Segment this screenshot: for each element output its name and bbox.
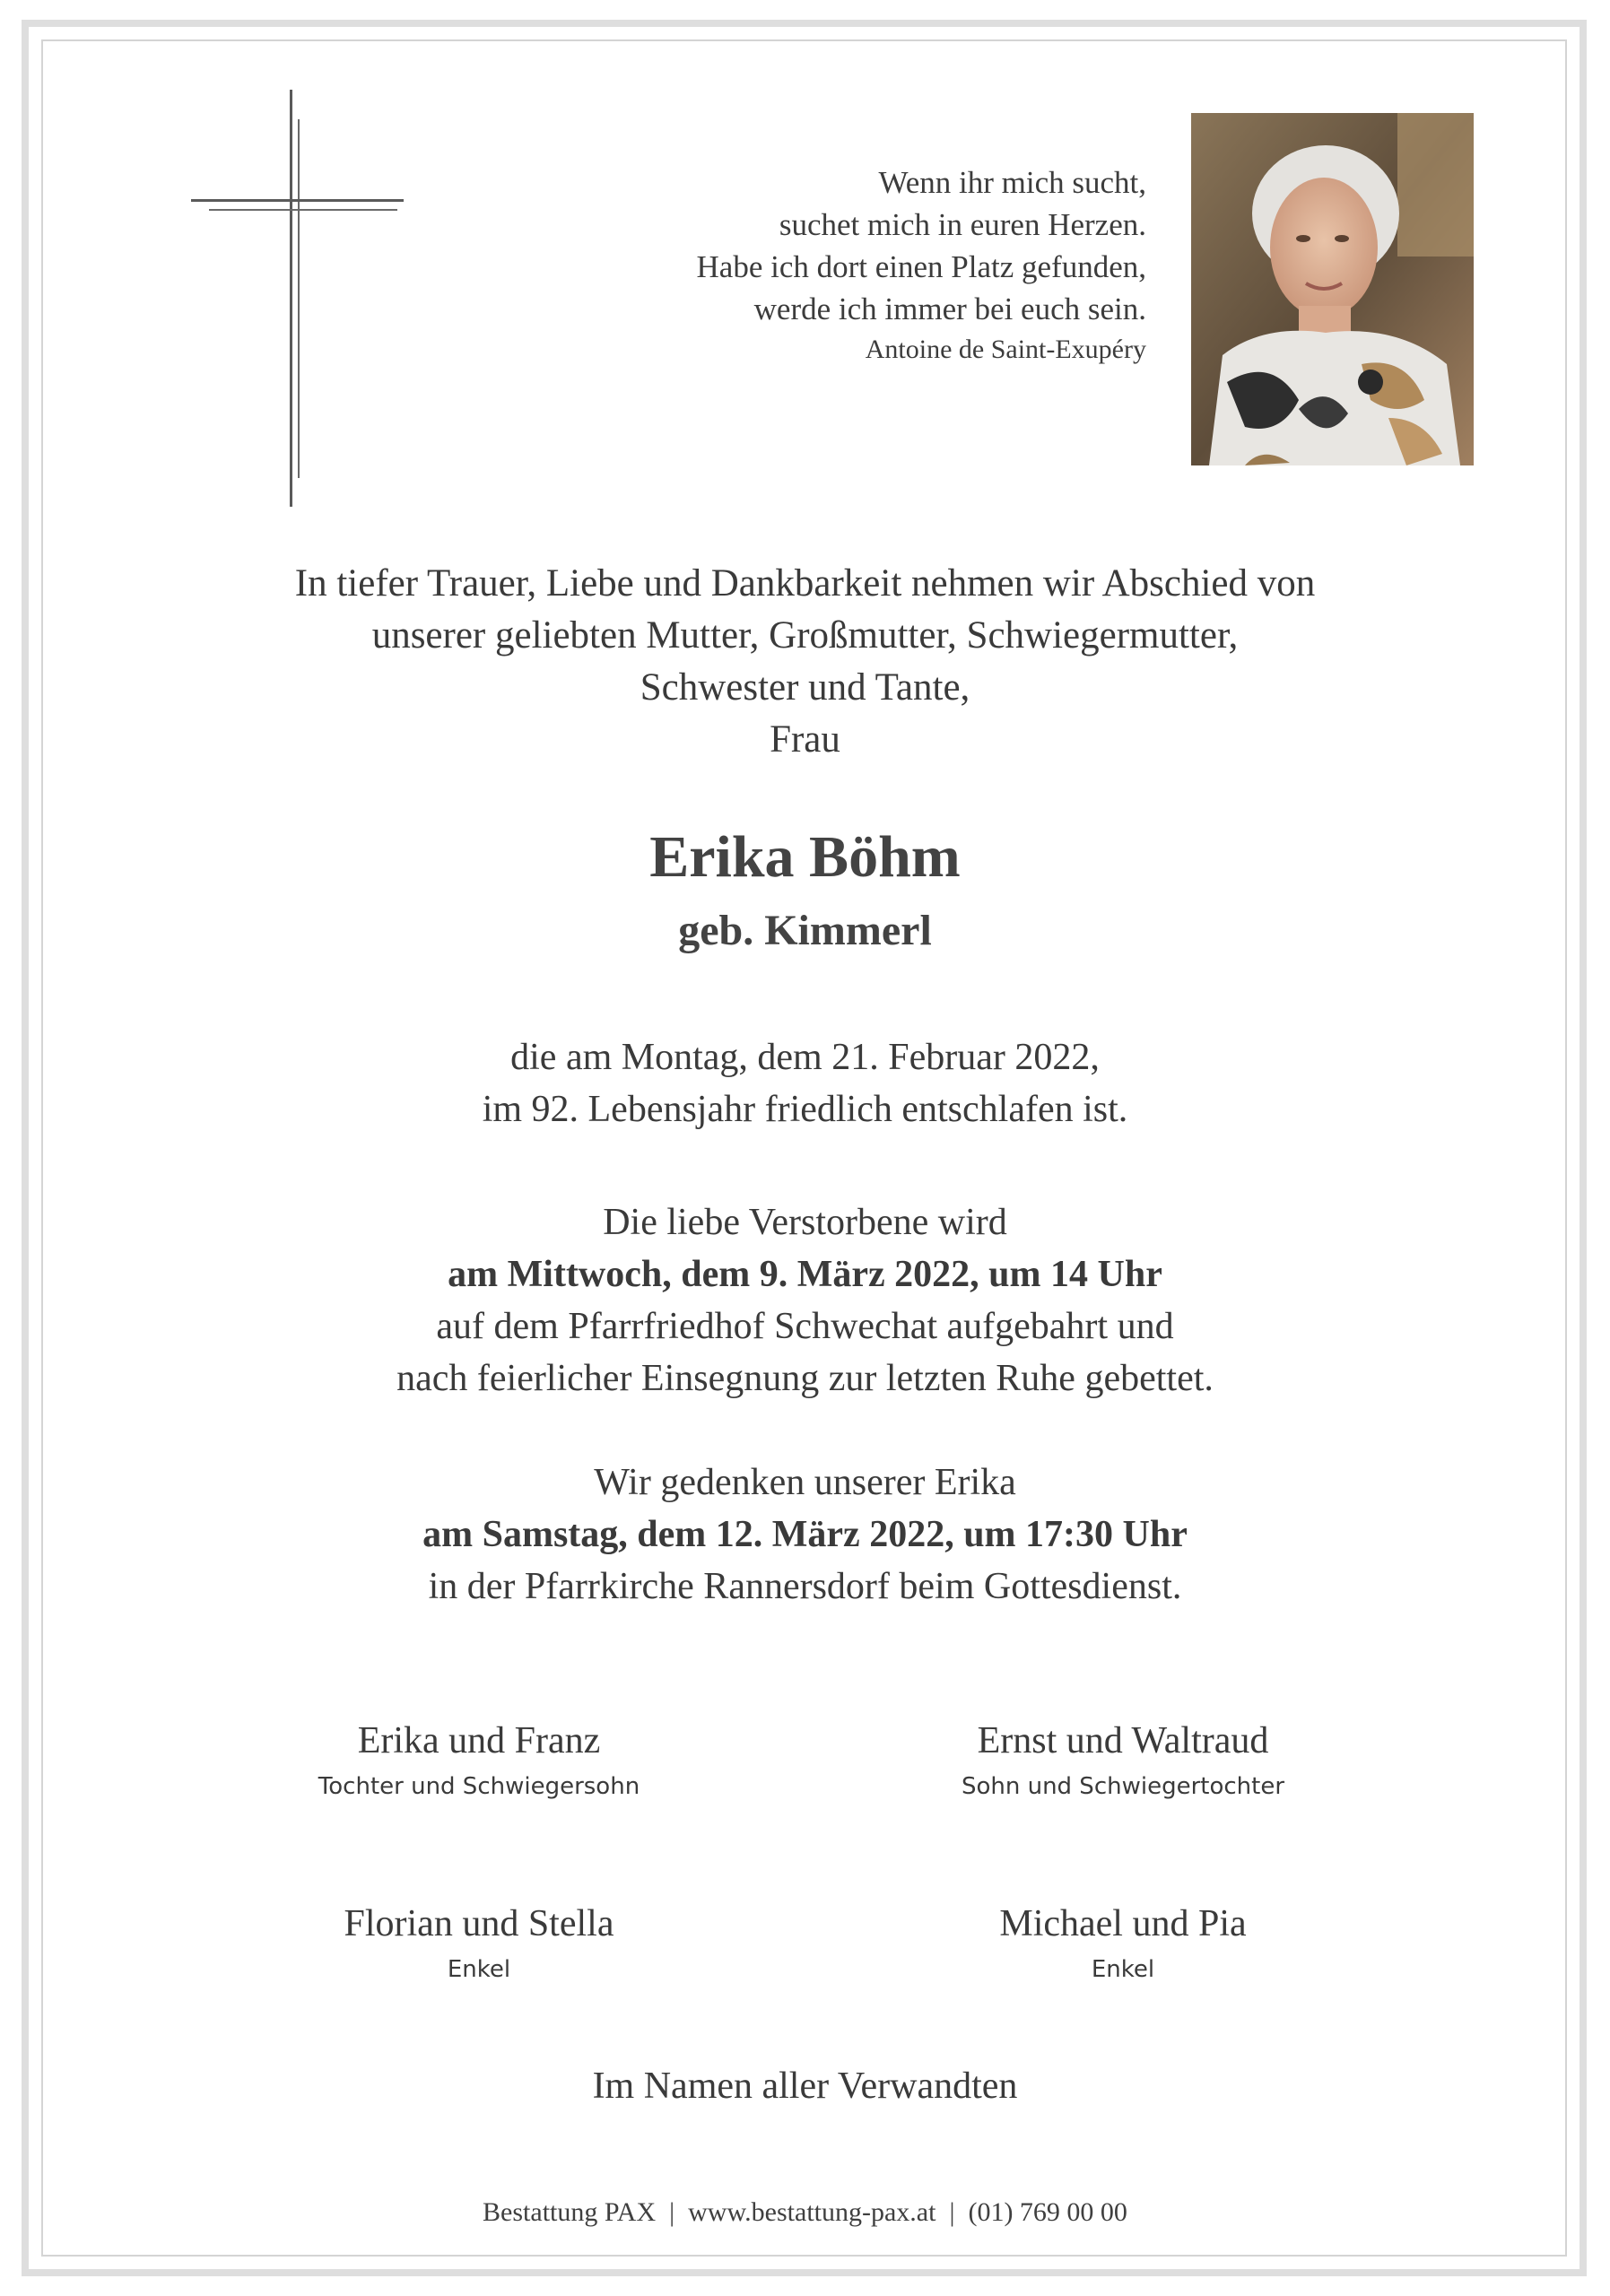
mourner-entry [228, 1900, 730, 1987]
closing-text: Im Namen aller Verwandten [592, 2066, 1018, 2107]
intro-line: In tiefer Trauer, Liebe und Dankbarkeit nehmen wir Abschied von [294, 562, 1316, 604]
intro-line: unserer geliebten Mutter, Großmutter, Schwiegermutter, [371, 614, 1239, 657]
quote-line: suchet mich in euren Herzen. [779, 207, 1146, 242]
quote-line: werde ich immer bei euch sein. [753, 291, 1146, 326]
mourner-names: Michael und Pia [999, 1903, 1247, 1944]
portrait-photo [1191, 113, 1474, 465]
funeral-line: Die liebe Verstorbene wird [603, 1202, 1007, 1243]
mourner-entry [872, 1900, 1374, 1987]
mourner-entry [872, 1717, 1374, 1805]
funeral-info [0, 1196, 1610, 1405]
quote-line: Wenn ihr mich sucht, [878, 165, 1146, 200]
mourner-names: Florian und Stella [344, 1903, 614, 1944]
maiden-name: geb. Kimmerl [678, 907, 932, 954]
intro-text [0, 558, 1610, 766]
mourner-relation: Sohn und Schwiegertochter [961, 1773, 1285, 1800]
quote-author: Antoine de Saint-Exupéry [865, 335, 1146, 364]
memorial-date: am Samstag, dem 12. März 2022, um 17:30 Uhr [422, 1514, 1188, 1555]
intro-line: Frau [770, 718, 840, 761]
intro-line: Schwester und Tante, [640, 666, 970, 709]
footer-contact: Bestattung PAX | www.bestattung-pax.at | (01) 769 00 00 [483, 2197, 1127, 2227]
memorial-info [0, 1457, 1610, 1613]
death-line: die am Montag, dem 21. Februar 2022, [510, 1037, 1100, 1078]
memorial-line: Wir gedenken unserer Erika [594, 1462, 1016, 1503]
funeral-line: auf dem Pfarrfriedhof Schwechat aufgebahrt und [436, 1306, 1174, 1347]
death-info [0, 1031, 1610, 1135]
quote [680, 161, 1146, 370]
deceased-name: Erika Böhm [649, 824, 961, 890]
memorial-line: in der Pfarrkirche Rannersdorf beim Gottesdienst. [428, 1566, 1182, 1607]
mourner-names: Ernst und Waltraud [977, 1720, 1269, 1761]
mourner-relation: Enkel [1091, 1956, 1155, 1983]
mourner-names: Erika und Franz [357, 1720, 601, 1761]
mourner-entry [228, 1717, 730, 1805]
mourner-relation: Tochter und Schwiegersohn [318, 1773, 640, 1800]
mourner-relation: Enkel [447, 1956, 511, 1983]
quote-line: Habe ich dort einen Platz gefunden, [696, 249, 1146, 284]
funeral-line: nach feierlicher Einsegnung zur letzten Ruhe gebettet. [396, 1358, 1214, 1399]
funeral-date: am Mittwoch, dem 9. März 2022, um 14 Uhr [448, 1254, 1162, 1295]
death-line: im 92. Lebensjahr friedlich entschlafen ist. [482, 1089, 1128, 1130]
